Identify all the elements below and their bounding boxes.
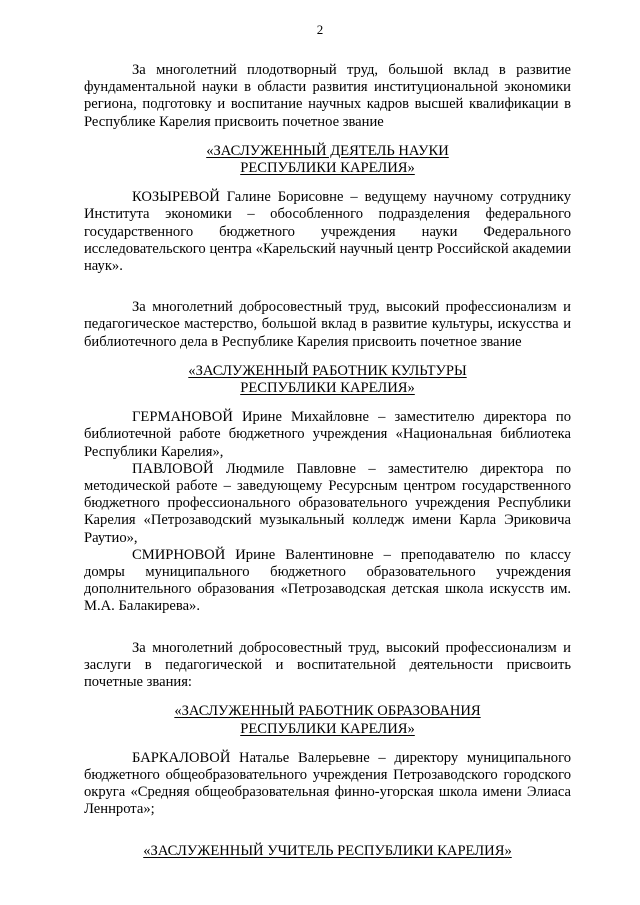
section-1-title-line-2: РЕСПУБЛИКИ КАРЕЛИЯ» [240, 160, 415, 177]
section-3-awardee-1: БАРКАЛОВОЙ Наталье Валерьевне – директору муниципального бюджетного общеобразовательного учреждения Петрозаводского городского округа «Средняя общеобразовательная финно-угорская школа имени Элиаса Леннрота»; [84, 749, 571, 818]
section-2-title-line-2: РЕСПУБЛИКИ КАРЕЛИЯ» [240, 380, 415, 397]
section-1-intro: За многолетний плодотворный труд, большой вклад в развитие фундаментальной науки в области развития институциональной экономики региона, подготовку и воспитание научных кадров высшей квалификации в Республике Карелия присвоить почетное звание [84, 62, 571, 130]
section-3-intro: За многолетний добросовестный труд, высокий профессионализм и заслуги в педагогической и воспитательной деятельности присвоить почетные звания: [84, 639, 571, 691]
section-2-intro: За многолетний добросовестный труд, высокий профессионализм и педагогическое мастерство, большой вклад в развитие культуры, искусства и библиотечного дела в Республике Карелия присвоить почетное звание [84, 299, 571, 350]
page-number: 2 [316, 22, 324, 37]
section-1-awardee-1: КОЗЫРЕВОЙ Галине Борисовне – ведущему научному сотруднику Института экономики – обособленного подразделения федерального государственного бюджетного учреждения науки Федерального исследовательского центра «Карельский научный центр Российской академии наук». [84, 189, 571, 275]
section-2-awardee-1: ГЕРМАНОВОЙ Ирине Михайловне – заместителю директора по библиотечной работе бюджетного учреждения «Национальная библиотека Республики Карелия», [84, 409, 571, 460]
section-3-title-line-1: «ЗАСЛУЖЕННЫЙ РАБОТНИК ОБРАЗОВАНИЯ [174, 703, 481, 720]
document-body [84, 62, 571, 860]
section-3-title-2: «ЗАСЛУЖЕННЫЙ УЧИТЕЛЬ РЕСПУБЛИКИ КАРЕЛИЯ» [143, 842, 512, 859]
section-2-awardee-2: ПАВЛОВОЙ Людмиле Павловне – заместителю директора по методической работе – заведующему Ресурсным центром государственного бюджетного профессионального образовательного учреждения Республики Карелия «Петрозаводский музыкальный колледж имени Карла Эриковича Раутио», [84, 460, 571, 546]
section-2-title-line-1: «ЗАСЛУЖЕННЫЙ РАБОТНИК КУЛЬТУРЫ [188, 362, 467, 379]
section-2-awardee-3: СМИРНОВОЙ Ирине Валентиновне – преподавателю по классу домры муниципального бюджетного образовательного учреждения дополнительного образования «Петрозаводская детская школа искусств им. М.А. Балакирева». [84, 546, 571, 615]
section-3-title-line-2: РЕСПУБЛИКИ КАРЕЛИЯ» [240, 720, 415, 737]
section-1-title-line-1: «ЗАСЛУЖЕННЫЙ ДЕЯТЕЛЬ НАУКИ [206, 142, 449, 159]
